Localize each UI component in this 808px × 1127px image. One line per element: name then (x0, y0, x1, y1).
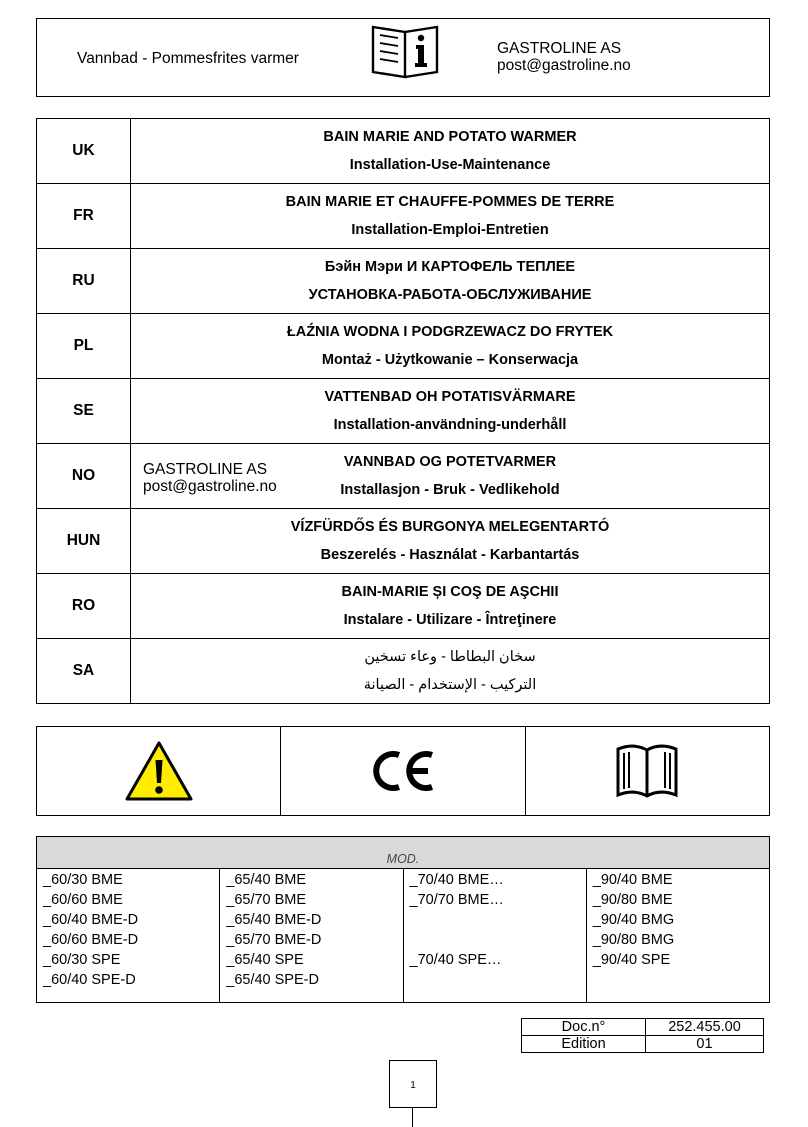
model-item: _65/40 BME (226, 872, 307, 888)
language-subtitle: Beszerelés - Használat - Karbantartás (320, 546, 580, 563)
language-subtitle: УСТАНОВКА-РАБОТА-ОБСЛУЖИВАНИЕ (308, 286, 592, 303)
model-item: _70/40 BME… (409, 872, 504, 888)
language-row-ro (37, 574, 770, 639)
language-desc (131, 574, 770, 639)
company-name: GASTROLINE AS (497, 40, 622, 57)
language-row-se (37, 379, 770, 444)
models-header: MOD. (37, 837, 769, 869)
language-desc (131, 379, 770, 444)
model-item (410, 910, 586, 930)
doc-info-table (521, 1018, 764, 1053)
row-company-email: post@gastroline.no (143, 478, 277, 495)
model-item (410, 930, 586, 950)
language-code: PL (37, 314, 131, 379)
manual-cell (525, 727, 769, 815)
language-subtitle: Montaż - Użytkowanie – Konserwacja (321, 351, 579, 368)
warning-cell (37, 727, 280, 815)
model-item: _60/60 BME (43, 892, 123, 908)
model-item: _60/40 SPE-D (43, 972, 136, 988)
language-subtitle: Installation-Emploi-Entretien (351, 221, 549, 238)
language-subtitle: التركيب - الإستخدام - الصيانة (363, 676, 537, 693)
models-table (36, 836, 770, 1003)
language-table (36, 118, 770, 704)
warning-icon (124, 740, 194, 802)
models-columns (37, 869, 769, 1002)
models-column (37, 869, 219, 1002)
language-row-sa (37, 639, 770, 704)
model-item: _60/40 BME-D (43, 912, 139, 928)
language-desc (131, 314, 770, 379)
model-item: _70/40 SPE… (409, 952, 502, 968)
model-item (593, 970, 769, 990)
model-item: _60/30 SPE (43, 952, 121, 968)
language-row-pl (37, 314, 770, 379)
model-item: _65/40 SPE-D (226, 972, 319, 988)
manual-info-icon (370, 23, 442, 81)
document-header (36, 18, 770, 97)
model-item: _65/40 SPE (226, 952, 304, 968)
manual-book-icon (614, 742, 680, 800)
model-item: _90/80 BME (592, 892, 673, 908)
language-title: BAIN MARIE ET CHAUFFE-POMMES DE TERRE (285, 193, 615, 210)
language-title: BAIN-MARIE ȘI COŞ DE AŞCHII (341, 583, 559, 600)
edition-value: 01 (646, 1036, 764, 1053)
ce-mark-icon (369, 747, 437, 795)
language-desc (131, 509, 770, 574)
language-code: HUN (37, 509, 131, 574)
model-item: _60/30 BME (43, 872, 123, 888)
language-row-no (37, 444, 770, 509)
language-title: BAIN MARIE AND POTATO WARMER (323, 128, 577, 145)
language-row-ru (37, 249, 770, 314)
language-desc (131, 184, 770, 249)
language-subtitle: Installasjon - Bruk - Vedlikehold (340, 481, 560, 498)
company-email: post@gastroline.no (497, 57, 631, 74)
ce-cell (280, 727, 524, 815)
product-name: Vannbad - Pommesfrites varmer (77, 50, 299, 67)
language-desc (131, 249, 770, 314)
models-column (586, 869, 769, 1002)
language-desc (131, 639, 770, 704)
edition-row (522, 1036, 764, 1053)
language-code: NO (37, 444, 131, 509)
model-item: _90/80 BMG (592, 932, 675, 948)
language-title: ŁAŹNIA WODNA I PODGRZEWACZ DO FRYTEK (286, 323, 614, 340)
page-number-tick (412, 1108, 413, 1127)
models-column (219, 869, 402, 1002)
model-item: _65/40 BME-D (226, 912, 322, 928)
language-subtitle: Instalare - Utilizare - Întreţinere (343, 611, 557, 628)
symbols-row (36, 726, 770, 816)
language-subtitle: Installation-användning-underhåll (333, 416, 567, 433)
model-item: _90/40 SPE (592, 952, 671, 968)
language-desc (131, 119, 770, 184)
language-title: VÍZFÜRDŐS ÉS BURGONYA MELEGENTARTÓ (290, 518, 610, 535)
model-item (410, 970, 586, 990)
model-item: _90/40 BME (592, 872, 673, 888)
language-title: Бэйн Мэри И КАРТОФЕЛЬ ТЕПЛЕЕ (324, 258, 576, 275)
edition-label: Edition (522, 1036, 646, 1053)
model-item: _60/60 BME-D (43, 932, 139, 948)
language-code: RO (37, 574, 131, 639)
language-desc (131, 444, 770, 509)
language-code: UK (37, 119, 131, 184)
language-row-fr (37, 184, 770, 249)
model-item: _70/70 BME… (409, 892, 504, 908)
row-company-name: GASTROLINE AS (143, 461, 268, 478)
row-company (143, 461, 277, 495)
language-title: VANNBAD OG POTETVARMER (343, 453, 557, 470)
doc-number-label: Doc.n° (522, 1019, 646, 1036)
page-number: 1 (389, 1060, 437, 1108)
language-title: سخان البطاطا - وعاء تسخين (364, 648, 536, 665)
models-column (403, 869, 586, 1002)
language-code: SA (37, 639, 131, 704)
language-row-uk (37, 119, 770, 184)
language-title: VATTENBAD OH POTATISVÄRMARE (324, 388, 576, 405)
doc-number-row (522, 1019, 764, 1036)
language-row-hun (37, 509, 770, 574)
model-item: _65/70 BME (226, 892, 307, 908)
language-code: SE (37, 379, 131, 444)
model-item: _65/70 BME-D (226, 932, 322, 948)
header-company (497, 40, 631, 74)
language-code: RU (37, 249, 131, 314)
doc-number-value: 252.455.00 (646, 1019, 764, 1036)
model-item: _90/40 BMG (592, 912, 675, 928)
language-subtitle: Installation-Use-Maintenance (349, 156, 551, 173)
language-code: FR (37, 184, 131, 249)
